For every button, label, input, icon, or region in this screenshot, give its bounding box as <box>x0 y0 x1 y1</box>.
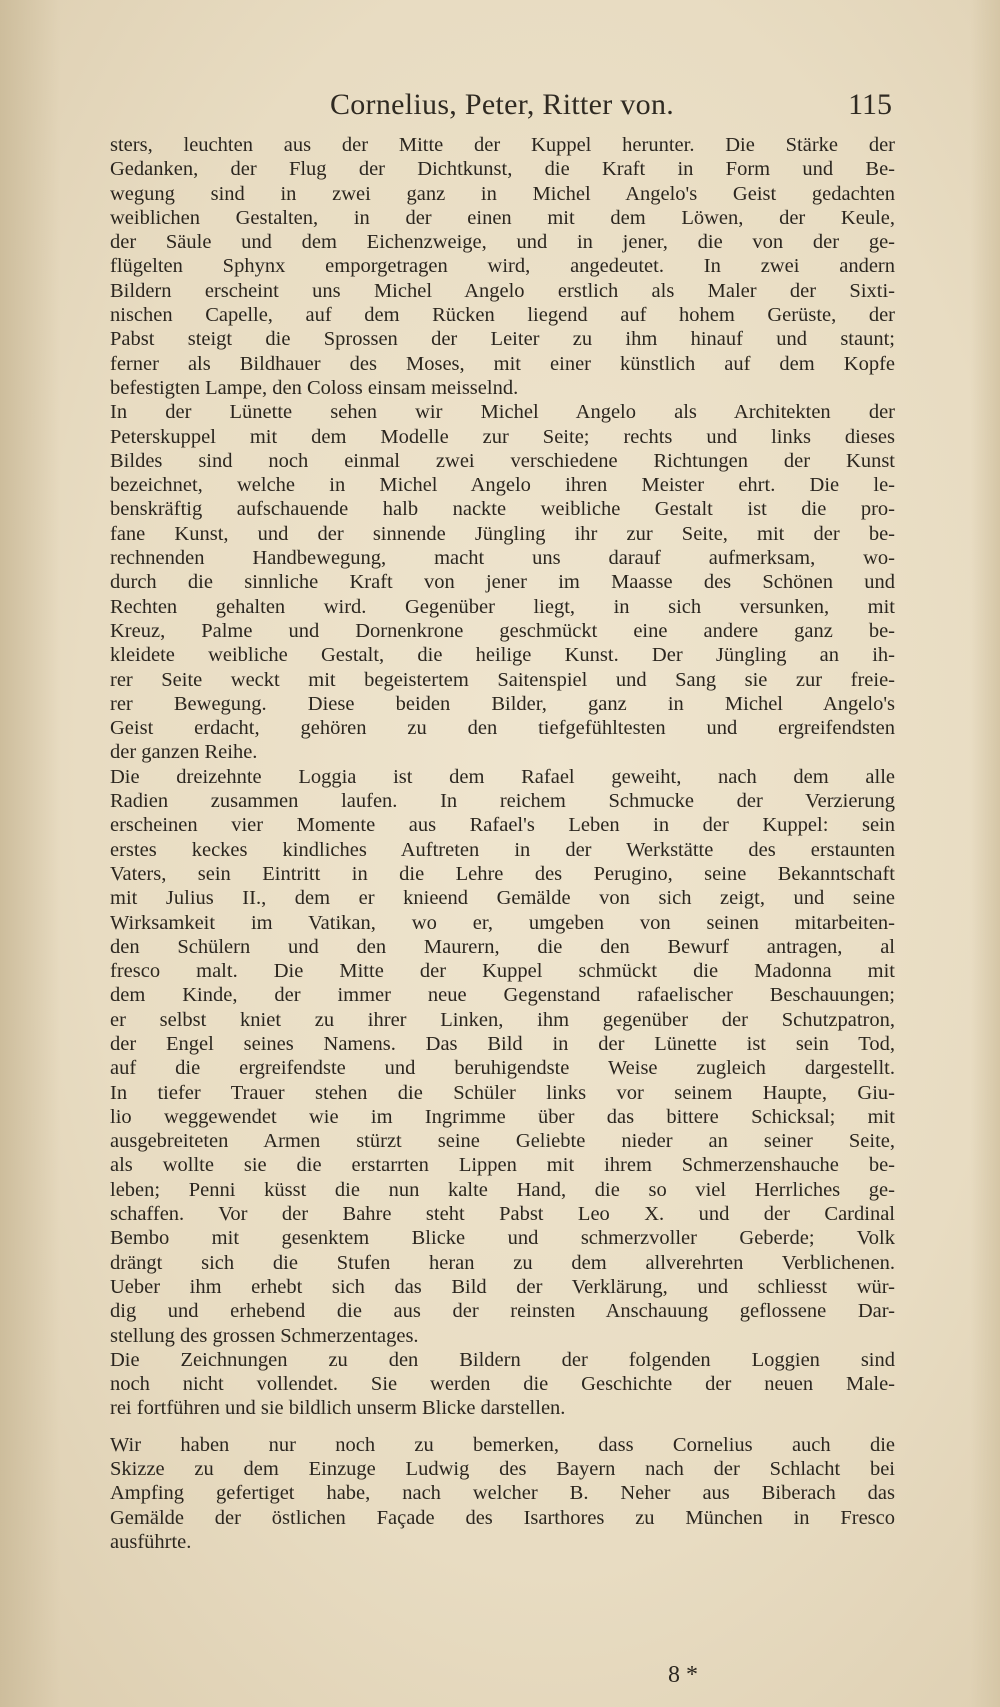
text-line: lio weggewendet wie im Ingrimme über das bittere Schicksal; mit <box>110 1105 895 1128</box>
text-line: dig und erhebend die aus der reinsten Anschauung geflossene Dar- <box>110 1300 895 1323</box>
text-line: erstes keckes kindliches Auftreten in der Werkstätte des erstaunten <box>110 838 895 861</box>
running-title: Cornelius, Peter, Ritter von. <box>329 88 675 121</box>
text-line: befestigten Lampe, den Coloss einsam meisselnd. <box>110 376 519 399</box>
text-line: er selbst kniet zu ihrer Linken, ihm gegenüber der Schutzpatron, <box>110 1008 895 1031</box>
body-text <box>110 133 895 1554</box>
text-line: erscheinen vier Momente aus Rafael's Leben in der Kuppel: sein <box>110 814 895 837</box>
text-line: rechnenden Handbewegung, macht uns darauf aufmerksam, wo- <box>110 547 895 570</box>
text-line: weiblichen Gestalten, in der einen mit dem Löwen, der Keule, <box>110 206 895 229</box>
text-line: bezeichnet, welche in Michel Angelo ihren Meister ehrt. Die le- <box>110 474 895 497</box>
text-line: Radien zusammen laufen. In reichem Schmucke der Verzierung <box>110 790 895 813</box>
text-line: als wollte sie die erstarrten Lippen mit ihrem Schmerzenshauche be- <box>110 1154 895 1177</box>
paragraph <box>110 1348 895 1421</box>
text-line: fane Kunst, und der sinnende Jüngling ihr zur Seite, mit der be- <box>110 522 895 545</box>
text-line: ausgebreiteten Armen stürzt seine Geliebte nieder an seiner Seite, <box>110 1130 895 1153</box>
text-line: Peterskuppel mit dem Modelle zur Seite; rechts und links dieses <box>110 425 895 448</box>
text-line: kleidete weibliche Gestalt, die heilige Kunst. Der Jüngling an ih- <box>110 644 895 667</box>
text-line: drängt sich die Stufen heran zu dem allverehrten Verblichenen. <box>110 1251 895 1274</box>
text-line: leben; Penni küsst die nun kalte Hand, die so viel Herrliches ge- <box>110 1178 895 1201</box>
text-line: In der Lünette sehen wir Michel Angelo als Architekten der <box>110 401 895 424</box>
text-line: sters, leuchten aus der Mitte der Kuppel herunter. Die Stärke der <box>110 134 895 156</box>
signature-mark: 8 * <box>668 1662 698 1688</box>
paragraph <box>110 1433 895 1554</box>
text-line: Kreuz, Palme und Dornenkrone geschmückt eine andere ganz be- <box>110 619 895 642</box>
text-line: schaffen. Vor der Bahre steht Pabst Leo X. und der Cardinal <box>110 1203 895 1226</box>
paragraph <box>110 400 895 764</box>
text-line: In tiefer Trauer stehen die Schüler links vor seinem Haupte, Giu- <box>110 1081 895 1104</box>
page-header <box>112 88 892 128</box>
text-line: nischen Capelle, auf dem Rücken liegend auf hohem Gerüste, der <box>110 304 895 327</box>
paragraph-gap <box>110 1421 895 1433</box>
text-line: noch nicht vollendet. Sie werden die Geschichte der neuen Male- <box>110 1373 895 1396</box>
text-line: Bembo mit gesenktem Blicke und schmerzvoller Geberde; Volk <box>110 1227 895 1250</box>
text-line: Gemälde der östlichen Façade des Isarthores zu München in Fresco <box>110 1506 895 1529</box>
text-line: dem Kinde, der immer neue Gegenstand rafaelischer Beschauungen; <box>110 984 895 1007</box>
text-line: Rechten gehalten wird. Gegenüber liegt, in sich versunken, mit <box>110 595 895 618</box>
text-line: benskräftig aufschauende halb nackte weibliche Gestalt ist die pro- <box>110 498 895 521</box>
text-line: Bildern erscheint uns Michel Angelo erstlich als Maler der Sixti- <box>110 279 895 302</box>
text-line: der Säule und dem Eichenzweige, und in jener, die von der ge- <box>110 231 895 254</box>
paragraph <box>110 133 895 400</box>
text-line: Die dreizehnte Loggia ist dem Rafael geweiht, nach dem alle <box>110 765 895 788</box>
text-line: Gedanken, der Flug der Dichtkunst, die Kraft in Form und Be- <box>110 158 895 181</box>
text-line: rer Seite weckt mit begeistertem Saitenspiel und Sang sie zur freie- <box>110 668 895 691</box>
text-line: Wir haben nur noch zu bemerken, dass Cornelius auch die <box>110 1433 895 1456</box>
text-line: Pabst steigt die Sprossen der Leiter zu ihm hinauf und staunt; <box>110 328 895 351</box>
text-line: durch die sinnliche Kraft von jener im Maasse des Schönen und <box>110 571 895 594</box>
page-number: 115 <box>848 88 892 121</box>
text-line: rei fortführen und sie bildlich unserm Blicke darstellen. <box>110 1397 566 1420</box>
text-line: ausführte. <box>110 1530 192 1553</box>
text-line: flügelten Sphynx emporgetragen wird, angedeutet. In zwei andern <box>110 255 895 278</box>
paragraph <box>110 765 895 1348</box>
text-line: Bildes sind noch einmal zwei verschiedene Richtungen der Kunst <box>110 449 895 472</box>
text-line: der Engel seines Namens. Das Bild in der Lünette ist sein Tod, <box>110 1032 895 1055</box>
text-line: den Schülern und den Maurern, die den Bewurf antragen, al <box>110 935 895 958</box>
text-line: Ampfing gefertiget habe, nach welcher B. Neher aus Biberach das <box>110 1482 895 1505</box>
text-line: Geist erdacht, gehören zu den tiefgefühltesten und ergreifendsten <box>110 717 895 740</box>
text-line: ferner als Bildhauer des Moses, mit einer künstlich auf dem Kopfe <box>110 352 895 375</box>
text-line: der ganzen Reihe. <box>110 741 258 764</box>
text-line: Ueber ihm erhebt sich das Bild der Verklärung, und schliesst wür- <box>110 1275 895 1298</box>
text-line: Skizze zu dem Einzuge Ludwig des Bayern nach der Schlacht bei <box>110 1458 895 1481</box>
text-line: Vaters, sein Eintritt in die Lehre des Perugino, seine Bekanntschaft <box>110 862 895 885</box>
text-line: auf die ergreifendste und beruhigendste Weise zugleich dargestellt. <box>110 1057 895 1080</box>
text-line: Die Zeichnungen zu den Bildern der folgenden Loggien sind <box>110 1348 895 1371</box>
text-line: rer Bewegung. Diese beiden Bilder, ganz in Michel Angelo's <box>110 692 895 715</box>
text-line: stellung des grossen Schmerzentages. <box>110 1324 419 1347</box>
text-line: wegung sind in zwei ganz in Michel Angelo's Geist gedachten <box>110 182 895 205</box>
text-line: Wirksamkeit im Vatikan, wo er, umgeben von seinen mitarbeiten- <box>110 911 895 934</box>
text-line: fresco malt. Die Mitte der Kuppel schmückt die Madonna mit <box>110 960 895 983</box>
text-line: mit Julius II., dem er knieend Gemälde von sich zeigt, und seine <box>110 887 895 910</box>
